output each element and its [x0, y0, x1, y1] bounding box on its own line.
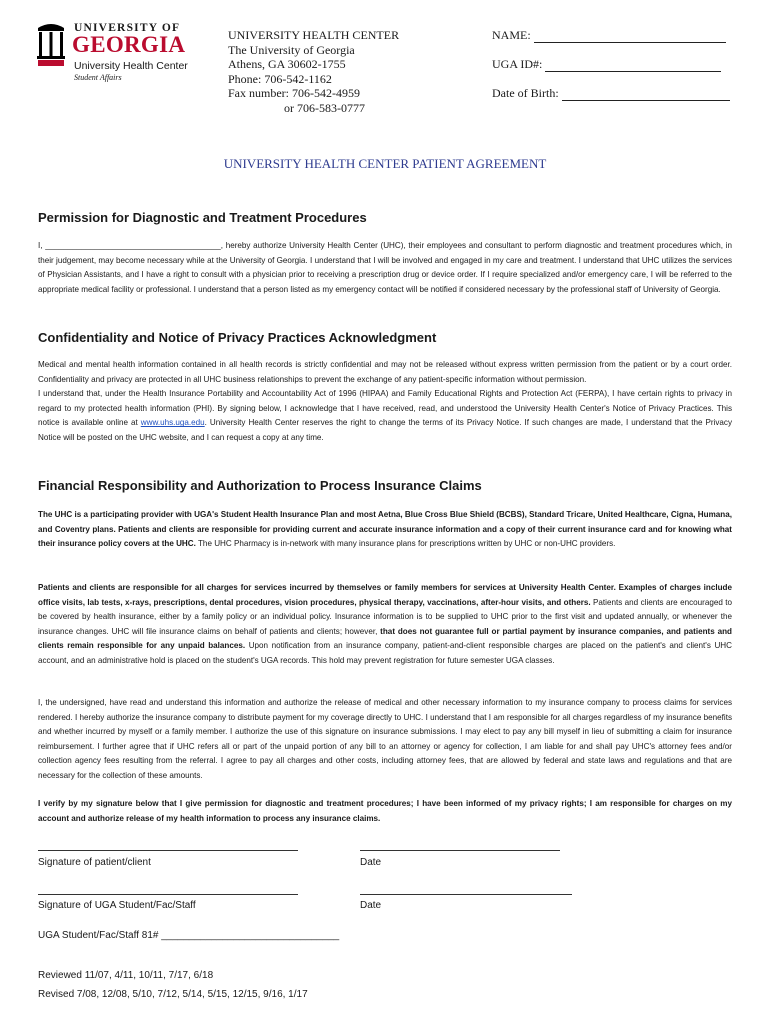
patient-signature-label: Signature of patient/client [38, 857, 151, 868]
patient-signature-line[interactable] [38, 850, 298, 851]
logo-student-affairs: Student Affairs [74, 73, 122, 82]
uga-logo [36, 22, 206, 86]
name-line[interactable] [534, 31, 726, 43]
logo-health-center: University Health Center [74, 60, 188, 72]
fax-alt-line: or 706-583-0777 [284, 100, 365, 115]
financial-p2-normal-a: Patients and clients are encouraged to be covered by health insurance, either by a family policy or an individual policy. Insurance information is to be supplied to UHC prior to the first visit and updated annually, or whenever the insurance changes. UHC will file insurance claims on behalf of patients and clients; however, [38, 597, 732, 636]
financial-p2-bold-b: that does not guarantee full or partial payment by insurance companies, and patients and clients remain responsible for any unpaid balances. [38, 626, 732, 651]
name-field[interactable] [492, 28, 726, 43]
phone-line: Phone: 706-542-1162 [228, 71, 332, 86]
financial-paragraph-3: I, the undersigned, have read and understand this information and authorize the release of medical and other necessary information to my insurance company to process claims for services rendered. I hereby authorize the insurance company to distribute payment for my coverage directly to UHC. I understand that I am responsible for all charges regardless of my insurance benefits and whether incurred by myself or a family member. I authorize the use of this signature on insurance submissions. I may elect to pay any bill myself in lieu of submitting a claim for insurance reimbursement. I further agree that if UHC refers all or part of the unpaid portion of any bill to an attorney or agency for collection, I am liable for and shall pay UHC's attorney fees and/or collection agency fees resulting from the referral. I agree to pay all charges and other costs, including attorney fees, that are allowed by federal and state laws and regulations and that are necessary for the collection of these amounts. [38, 698, 732, 780]
dob-line[interactable] [562, 89, 730, 101]
verification-text [38, 797, 732, 826]
date1-label: Date [360, 857, 382, 868]
permission-paragraph: I, _______________________________________, hereby authorize University Health Center (UHC), their employees and consultant to perform diagnostic and treatment procedures which, in their judgement, may become necessary while at the University of Georgia. I understand that I will be involved and engaged in my care and treatment. I understand that UHC utilizes the services of Physician Assistants, and I have a right to consult with a physician prior to receiving a prescription drug or device order. If I require specialized and/or emergency care, I will be referred to the appropriate medical facility or professional. I understand that a person listed as my emergency contact will be notified if considered necessary by the professional staff of University of Georgia. [38, 241, 732, 294]
financial-p1-normal: The UHC Pharmacy is in-network with many insurance plans for prescriptions written by UHC or non-UHC providers. [195, 539, 616, 549]
financial-text-3 [38, 696, 732, 784]
financial-paragraph-2 [38, 581, 732, 669]
revised-dates: Revised 7/08, 12/08, 5/10, 7/12, 5/14, 5/15, 12/15, 9/16, 1/17 [38, 989, 308, 1000]
privacy-heading: Confidentiality and Notice of Privacy Practices Acknowledgment [38, 330, 437, 345]
privacy-paragraph-1: Medical and mental health information contained in all health records is strictly confidential and may not be released without express written permission from the patient or by a court order. Confidentiality and privacy are protected in all UHC business relationships to prevent the exchange of any patient-specific information without permission. [38, 360, 732, 384]
date1-line[interactable] [360, 850, 560, 851]
financial-p1-bold: The UHC is a participating provider with UGA's Student Health Insurance Plan and most Aetna, Blue Cross Blue Shield (BCBS), Standard Tricare, United Healthcare, Cigna, Humana, and Coventry plans. Patients and clients are responsible for providing current and accurate insurance information and a copy of their current insurance card and for knowing what their insurance policy covers at the UHC. [38, 510, 732, 549]
financial-text-2 [38, 581, 732, 669]
document-title: UNIVERSITY HEALTH CENTER PATIENT AGREEMENT [223, 156, 547, 171]
fax-line: Fax number: 706-542-4959 [228, 86, 360, 100]
privacy-p2-a: I understand that, under the Health Insurance Portability and Accountability Act of 1996 (HIPAA) and Family Educational Rights and Protection Act (FERPA), I have certain rights to privacy in regard to my protected health information (PHI). By signing below, I acknowledge that I have received, read, and understood the University Health Center's Notice of Privacy Practices. This notice is available online at [38, 389, 732, 428]
financial-p2-bold-a: Patients and clients are responsible for all charges for services incurred by themselves or family members for services at University Health Center. Examples of charges include office visits, lab tests, x-rays, prescriptions, dental procedures, vision procedures, physical therapy, vaccinations, after-hour visits, and others. [38, 583, 732, 607]
name-label: NAME: [492, 28, 531, 42]
staff-signature-line[interactable] [38, 894, 298, 895]
date2-line[interactable] [360, 894, 572, 895]
permission-heading: Permission for Diagnostic and Treatment Procedures [38, 210, 367, 225]
logo-georgia: GEORGIA [72, 32, 186, 57]
dob-field[interactable] [492, 86, 730, 101]
uga-id-label: UGA ID#: [492, 57, 543, 71]
financial-paragraph-1 [38, 508, 732, 552]
uga-id-field[interactable] [492, 57, 721, 72]
financial-heading: Financial Responsibility and Authorization to Process Insurance Claims [38, 478, 482, 493]
university-name: The University of Georgia [228, 42, 355, 57]
uhs-website-link[interactable]: www.uhs.uga.edu [140, 418, 205, 428]
center-name: UNIVERSITY HEALTH CENTER [228, 28, 400, 42]
privacy-text [38, 358, 732, 446]
logo-university: UNIVERSITY OF [74, 22, 181, 34]
staff-signature-label: Signature of UGA Student/Fac/Staff [38, 900, 196, 911]
address-block [228, 28, 399, 115]
dob-label: Date of Birth: [492, 86, 559, 100]
city-line: Athens, GA 30602-1755 [228, 57, 346, 71]
financial-p2-normal-b: Upon notification from an insurance company, patient-and-client responsible charges are placed on the patient's and client's UHC account, and an administrative hold is placed on the student's UGA records. This hold may prevent registration for future semester UGA classes. [38, 641, 732, 665]
uga-id-line[interactable] [545, 60, 721, 72]
permission-text [38, 239, 732, 297]
reviewed-dates: Reviewed 11/07, 4/11, 10/11, 7/17, 6/18 [38, 970, 214, 981]
date2-label: Date [360, 900, 382, 911]
privacy-p2-b: . University Health Center reserves the right to change the terms of its Privacy Notice. If such changes are made, I understand that the Privacy Notice will be posted on the UHC website, and I can request a copy at any time. [38, 418, 732, 442]
staff-id-field[interactable]: UGA Student/Fac/Staff 81# ________________________________ [38, 930, 340, 941]
financial-text [38, 508, 732, 552]
privacy-paragraph-2 [38, 387, 732, 445]
arch-icon [36, 22, 66, 66]
verification-paragraph: I verify by my signature below that I give permission for diagnostic and treatment procedures; I have been informed of my privacy rights; I am responsible for charges on my account and authorize release of my health information to process any insurance claims. [38, 799, 732, 823]
